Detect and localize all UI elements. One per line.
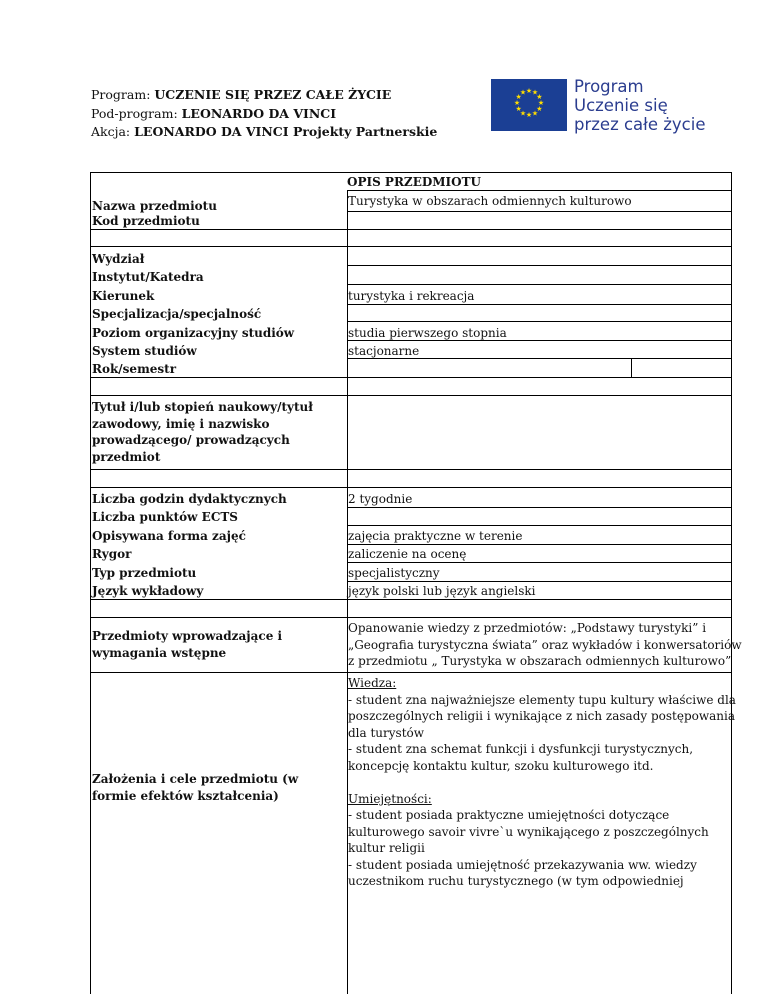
instytut-label: Instytut/Katedra: [92, 270, 204, 284]
course-description-form: [90, 172, 742, 994]
forma-label: Opisywana forma zajęć: [92, 529, 246, 543]
cele-value: Wiedza: - student zna najważniejsze elementy tupu kultury właściwe dla poszczególnych religii i wynikające z nich zasady postępowania dla turystów - student zna schemat funkcji i dysfunkcji turystycznych, koncepcję kontaktu kultur, szoku kulturowego itd. Umiejętności: - student posiada praktyczne umiejętności dotyczące kulturowego savoir vivre`u wynikającego z poszczególnych kultur religii - student posiada umiejętność przekazywania ww. wiedzy uczestnikom ruchu turystycznego (w tym odpowiedniej: [348, 676, 736, 888]
svg-text:★: ★: [519, 88, 527, 97]
wymagania-label: Przedmioty wprowadzające i wymagania wstępne: [92, 629, 283, 660]
kod-label: Kod przedmiotu: [92, 214, 200, 228]
system-value: stacjonarne: [348, 344, 420, 358]
system-label: System studiów: [92, 344, 197, 358]
godziny-label: Liczba godzin dydaktycznych: [92, 492, 287, 506]
form-title: OPIS PRZEDMIOTU: [347, 175, 481, 189]
rule: [347, 211, 731, 212]
svg-text:★: ★: [531, 109, 539, 118]
typ-value: specjalistyczny: [348, 566, 440, 580]
rygor-label: Rygor: [92, 547, 132, 561]
rule: [347, 525, 731, 526]
kierunek-label: Kierunek: [92, 289, 155, 303]
umiejetnosci-heading: Umiejętności:: [348, 791, 432, 806]
svg-text:★: ★: [536, 105, 543, 113]
ects-label: Liczba punktów ECTS: [92, 510, 238, 524]
eu-flag-icon: [491, 79, 567, 131]
rule: [91, 395, 731, 396]
rok-label: Rok/semestr: [92, 362, 177, 376]
tytul-label: Tytuł i/lub stopień naukowy/tytuł zawodowy, imię i nazwisko prowadzącego/ prowadzących przedmiot: [92, 400, 313, 464]
rule: [91, 469, 731, 470]
svg-text:★: ★: [525, 111, 533, 119]
jezyk-label: Język wykładowy: [92, 584, 204, 598]
svg-text:★: ★: [531, 88, 539, 97]
kierunek-value: turystyka i rekreacja: [348, 289, 475, 303]
rok-semestr-divider: [631, 358, 632, 377]
svg-text:★: ★: [513, 99, 521, 107]
forma-value: zajęcia praktyczne w terenie: [348, 529, 523, 543]
cele-label: Założenia i cele przedmiotu (w formie efektów kształcenia): [92, 772, 299, 803]
rule: [347, 265, 731, 266]
svg-text:★: ★: [525, 87, 533, 95]
godziny-value: 2 tygodnie: [348, 492, 413, 506]
subprogram-line: Pod-program: LEONARDO DA VINCI: [91, 105, 337, 121]
rule: [91, 246, 731, 247]
logo-text: Program Uczenie się przez całe życie: [574, 77, 706, 134]
svg-text:★: ★: [519, 109, 527, 118]
specjalizacja-label: Specjalizacja/specjalność: [92, 307, 262, 321]
rule: [91, 487, 731, 488]
jezyk-value: język polski lub język angielski: [348, 584, 536, 598]
poziom-value: studia pierwszego stopnia: [348, 326, 507, 340]
rygor-value: zaliczenie na ocenę: [348, 547, 467, 561]
wymagania-value: Opanowanie wiedzy z przedmiotów: „Podstawy turystyki” i „Geografia turystyczna świata” oraz wykładów i konwersatoriów z przedmiotu „ Turystyka w obszarach odmiennych kulturowo”: [348, 621, 742, 668]
wydzial-label: Wydział: [92, 252, 145, 266]
typ-label: Typ przedmiotu: [92, 566, 197, 580]
eu-program-logo: [491, 77, 721, 134]
program-line: Program: UCZENIE SIĘ PRZEZ CAŁE ŻYCIE: [91, 87, 392, 102]
rule: [91, 672, 731, 673]
svg-text:★: ★: [536, 93, 543, 101]
rule: [91, 617, 731, 618]
svg-text:★: ★: [515, 93, 522, 101]
nazwa-value: Turystyka w obszarach odmiennych kulturowo: [348, 194, 632, 208]
rule: [91, 377, 731, 378]
nazwa-label: Nazwa przedmiotu: [92, 199, 217, 213]
program-header: [91, 86, 437, 142]
poziom-label: Poziom organizacyjny studiów: [92, 326, 295, 340]
svg-text:★: ★: [537, 99, 545, 107]
rule: [347, 284, 731, 285]
wiedza-heading: Wiedza:: [348, 676, 397, 690]
rule: [347, 321, 731, 322]
action-line: Akcja: LEONARDO DA VINCI Projekty Partnerskie: [91, 124, 438, 139]
svg-text:★: ★: [515, 105, 522, 113]
